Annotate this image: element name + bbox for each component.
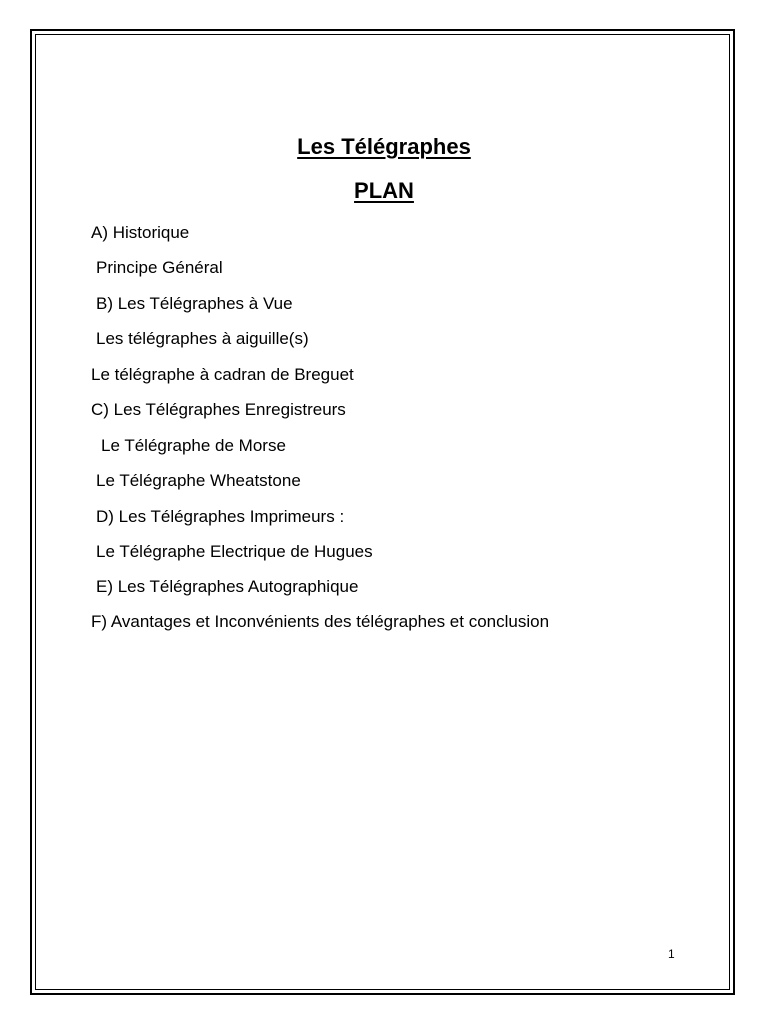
document-title: Les Télégraphes: [297, 134, 471, 159]
plan-item: Les télégraphes à aiguille(s): [96, 329, 309, 348]
plan-item: Principe Général: [96, 258, 223, 277]
plan-item: Le Télégraphe Wheatstone: [96, 471, 301, 490]
document-subtitle: PLAN: [354, 178, 414, 203]
plan-item: C) Les Télégraphes Enregistreurs: [91, 400, 346, 419]
plan-item: Le Télégraphe Electrique de Hugues: [96, 542, 373, 561]
plan-item: Le télégraphe à cadran de Breguet: [91, 365, 354, 384]
page-number: 1: [668, 947, 675, 961]
plan-item: A) Historique: [91, 223, 190, 242]
plan-item: E) Les Télégraphes Autographique: [96, 577, 359, 596]
plan-item: Le Télégraphe de Morse: [101, 436, 286, 455]
plan-item: B) Les Télégraphes à Vue: [96, 294, 293, 313]
plan-item: F) Avantages et Inconvénients des télégraphes et conclusion: [91, 612, 550, 631]
plan-item: D) Les Télégraphes Imprimeurs :: [96, 507, 345, 526]
